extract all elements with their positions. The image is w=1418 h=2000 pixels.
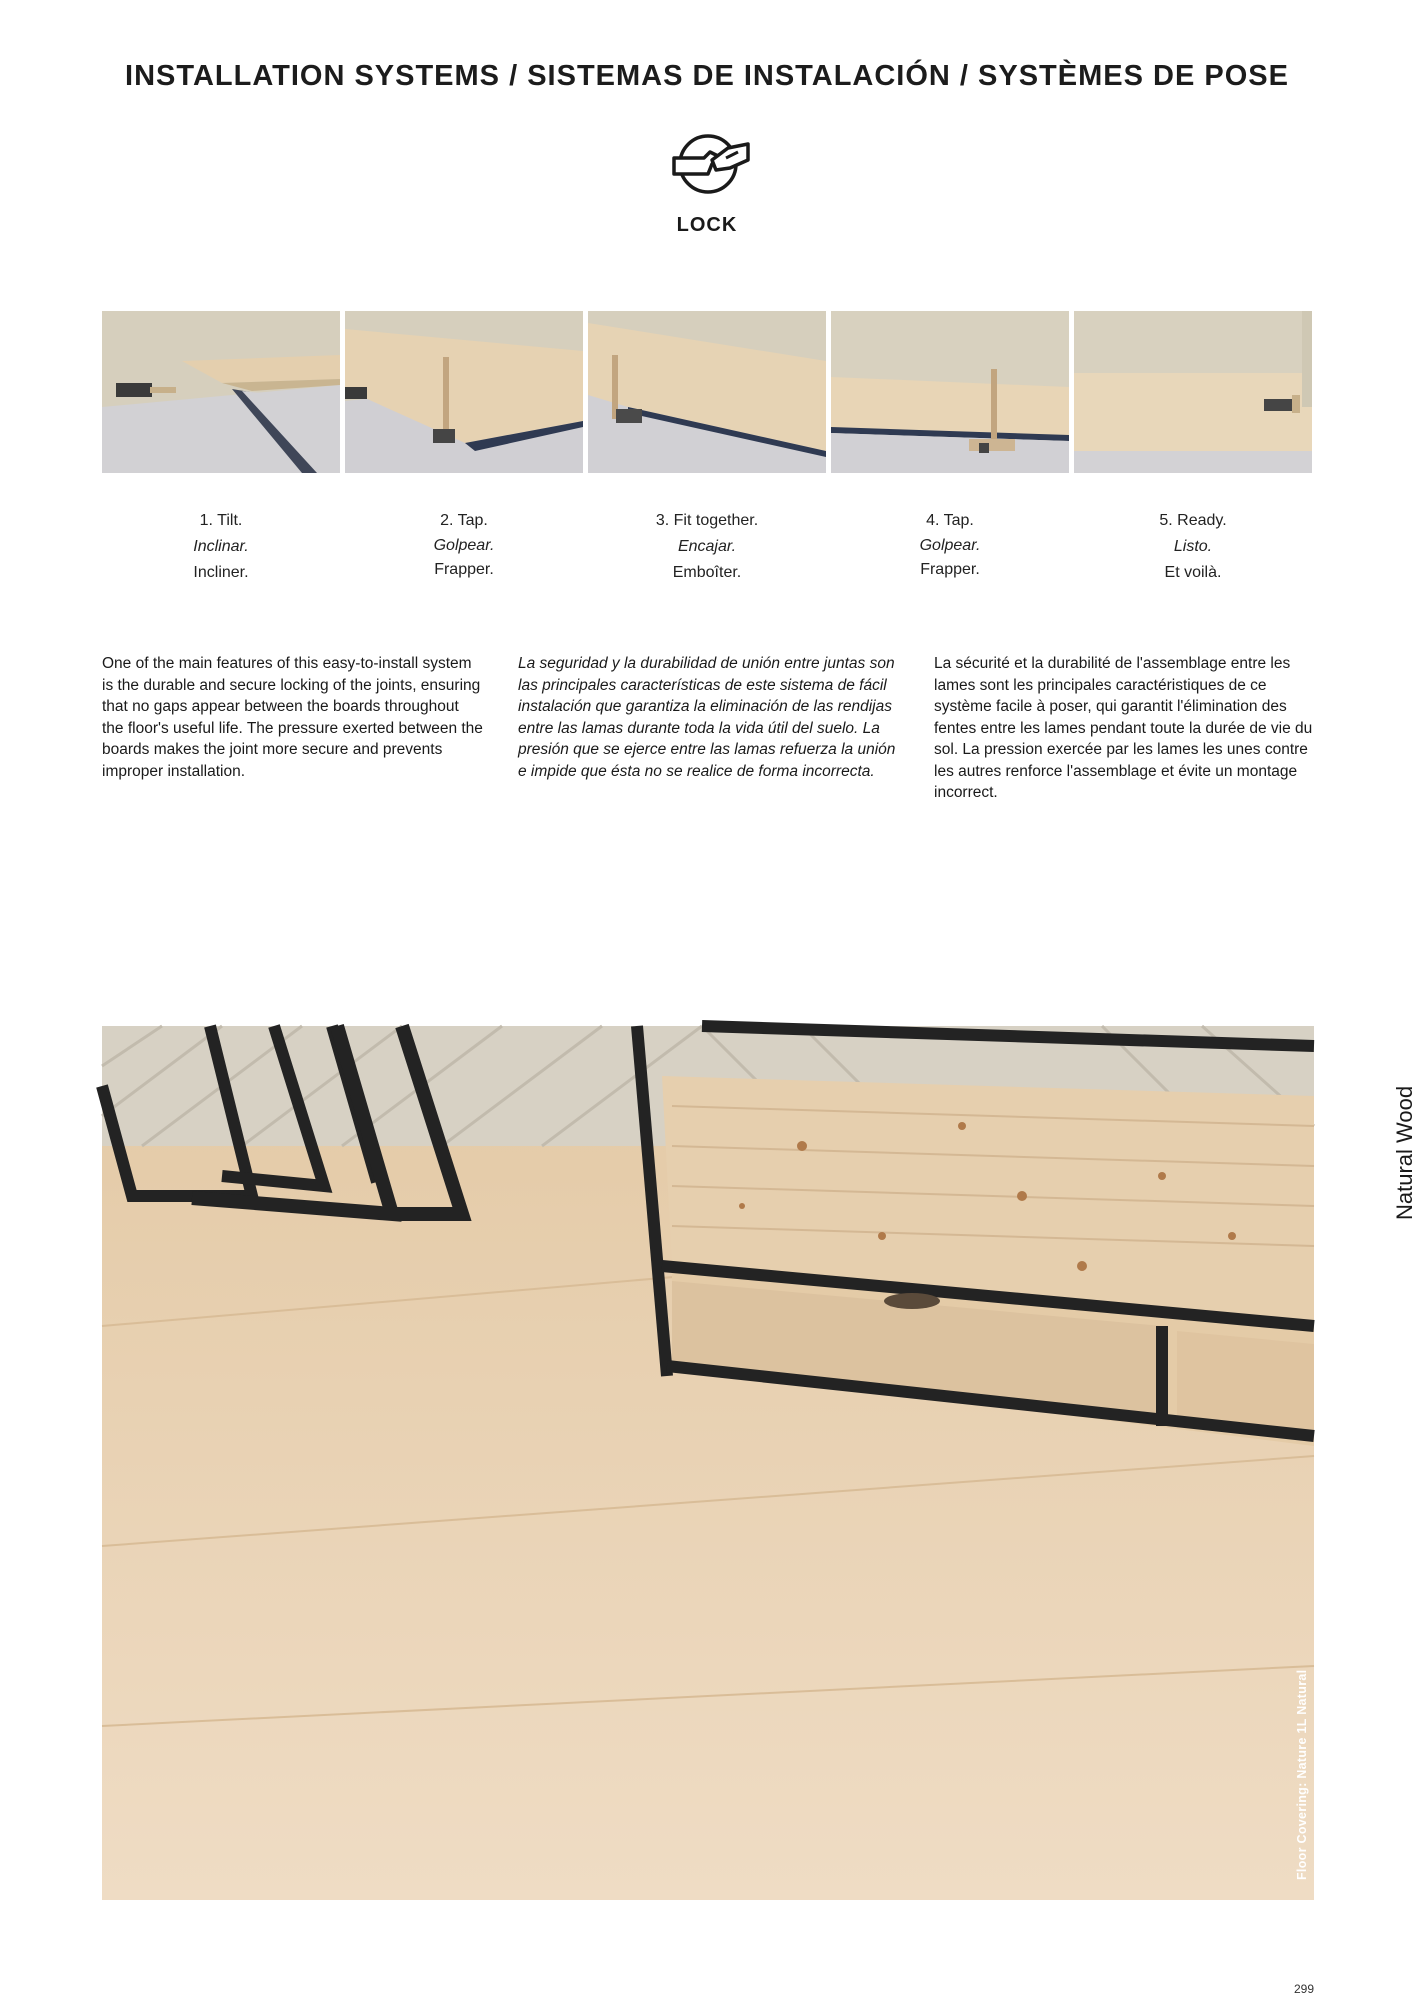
step-4-en: 4. Tap. [926, 512, 974, 529]
step-1-caption [102, 508, 340, 586]
step-1-es: Inclinar. [193, 538, 249, 555]
step-3-fr: Emboîter. [672, 564, 742, 581]
step-4-fr: Frapper. [920, 561, 980, 578]
step-4-photo [831, 311, 1069, 473]
photo-credit: Floor Covering: Nature 1L Natural [1295, 1669, 1309, 1880]
step-2-photo [345, 311, 583, 473]
step-1-photo [102, 311, 340, 473]
step-4-caption [831, 508, 1069, 582]
step-5-en: 5. Ready. [1159, 512, 1227, 529]
step-3-photo [588, 311, 826, 473]
description-en: One of the main features of this easy-to-install system is the durable and secure locking of the joints, ensuring that no gaps appear between the boards throughout the floor's useful life. The pressure exerted between the boards makes the joint more secure and prevents improper installation. [102, 655, 483, 780]
step-3-es: Encajar. [677, 538, 737, 555]
hand-lock-icon [668, 130, 752, 196]
page-title: INSTALLATION SYSTEMS / SISTEMAS DE INSTALACIÓN / SYSTÈMES DE POSE [125, 60, 1289, 92]
description-fr: La sécurité et la durabilité de l'assemblage entre les lames sont les principales caractéristiques de ce système facile à poser, qui garantit l'élimination des fentes entre les lames pendant toute la durée de vie du sol. La pression exercée par les lames les unes contre les autres renforce l'assemblage et évite un montage incorrect. [934, 655, 1313, 801]
step-2-en: 2. Tap. [440, 512, 488, 529]
step-1-fr: Incliner. [193, 564, 249, 581]
section-tab: Natural Wood [1392, 1085, 1417, 1220]
step-5-photo [1074, 311, 1312, 473]
step-5-fr: Et voilà. [1164, 564, 1222, 581]
step-2-fr: Frapper. [434, 561, 494, 578]
step-5-caption [1074, 508, 1312, 586]
step-5-es: Listo. [1173, 538, 1213, 555]
step-3-caption [588, 508, 826, 586]
step-2-caption [345, 508, 583, 582]
description-es: La seguridad y la durabilidad de unión entre juntas son las principales características de este sistema de fácil instalación que garantiza la eliminación de las rendijas entre las lamas durante toda la vida útil del suelo. La presión que se ejerce entre las lamas refuerza la unión e impide que ésta no se realice de forma incorrecta. [518, 655, 896, 780]
steps-photo-strip [102, 311, 1314, 473]
system-label: LOCK [676, 214, 738, 236]
step-1-en: 1. Tilt. [199, 512, 243, 529]
page-number: 299 [1293, 1982, 1314, 1996]
step-4-es: Golpear. [919, 537, 981, 554]
floor-photo [102, 1026, 1314, 1900]
step-3-en: 3. Fit together. [655, 512, 759, 529]
step-2-es: Golpear. [433, 537, 495, 554]
